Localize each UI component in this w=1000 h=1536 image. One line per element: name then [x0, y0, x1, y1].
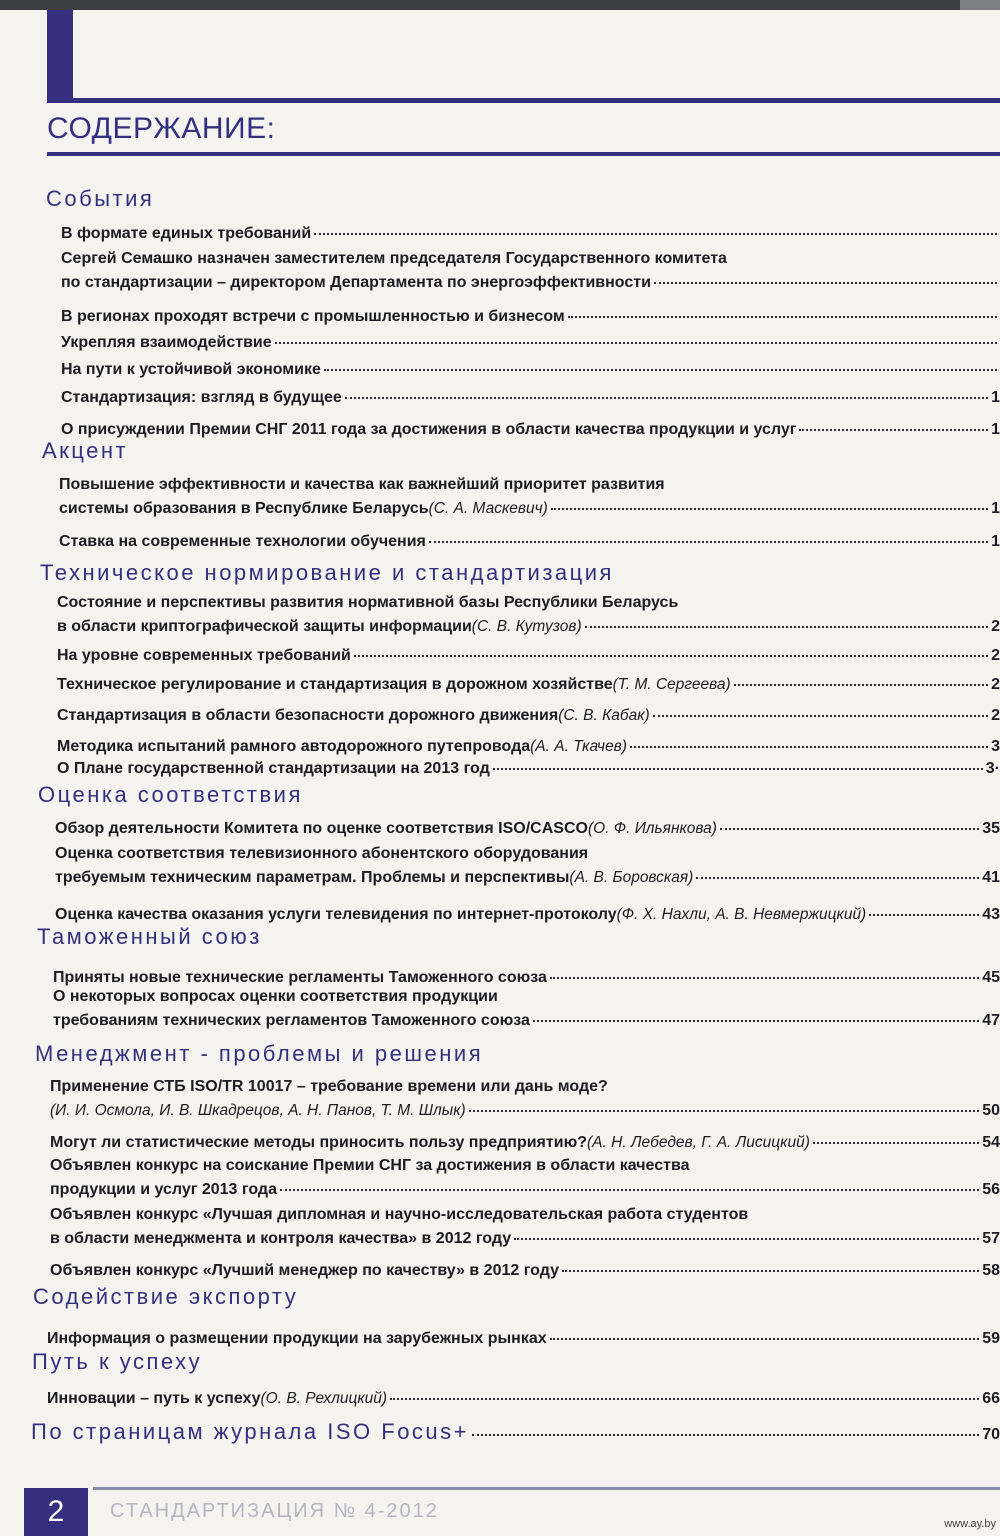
entry-page-number: 59 [982, 1330, 1000, 1347]
entry-line [61, 225, 1000, 243]
dot-leader [275, 341, 997, 344]
entry-line [53, 969, 1000, 987]
dot-leader [469, 1109, 980, 1112]
dot-leader [869, 913, 979, 916]
entry-page-number: 45 [982, 969, 1000, 986]
entry-author: (А. Н. Лебедев, Г. А. Лисицкий) [587, 1134, 810, 1151]
dot-leader [550, 976, 979, 979]
entry-line [50, 1102, 1000, 1120]
dot-leader [653, 714, 988, 717]
entry-page-number: 1 [991, 421, 1000, 438]
entry-title: Могут ли статистические методы приносить пользу предприятию? [50, 1134, 587, 1151]
entry-title: по стандартизации – директором Департамента по энергоэффективности [61, 274, 651, 291]
dot-leader [630, 745, 988, 748]
entry-page-number: 66 [982, 1390, 1000, 1407]
entry-title: На уровне современных требований [57, 647, 351, 664]
entry-page-number: 41 [982, 869, 1000, 886]
entry-title: продукции и услуг 2013 года [50, 1181, 277, 1198]
entry-title: Объявлен конкурс на соискание Премии СНГ за достижения в области качества [50, 1157, 690, 1174]
dot-leader [354, 654, 988, 657]
entry-title: Объявлен конкурс «Лучшая дипломная и научно-исследовательская работа студентов [50, 1206, 749, 1223]
dot-leader [390, 1397, 979, 1400]
entry-title: Инновации – путь к успеху [47, 1390, 261, 1407]
entry-title: О присуждении Премии СНГ 2011 года за достижения в области качества продукции и услуг [61, 421, 797, 438]
section-title: Менеджмент - проблемы и решения [35, 1041, 484, 1066]
entry-line [61, 389, 1000, 407]
entry-title: О некоторых вопросах оценки соответствия продукции [53, 988, 498, 1005]
entry-page-number: 1 [991, 500, 1000, 517]
entry-title: О Плане государственной стандартизации на 2013 год [57, 760, 490, 777]
entry-page-number: 2 [991, 676, 1000, 693]
dot-leader [533, 1019, 979, 1022]
entry-title: Сергей Семашко назначен заместителем председателя Государственного комитета [61, 250, 727, 267]
entry-line [57, 647, 1000, 665]
page-title: СОДЕРЖАНИЕ: [47, 112, 276, 145]
entry-page-number: 2 [991, 707, 1000, 724]
entry-page-number: 54 [982, 1134, 1000, 1151]
entry-page-number: 50 [982, 1102, 1000, 1119]
entry-page-number: 1 [991, 533, 1000, 550]
entry-title: Объявлен конкурс «Лучший менеджер по качеству» в 2012 году [50, 1262, 559, 1279]
entry-title: Оценка качества оказания услуги телевидения по интернет-протоколу [55, 906, 617, 923]
section-title: Оценка соответствия [38, 782, 303, 807]
entry-line [61, 421, 1000, 439]
entry-line [50, 1206, 748, 1224]
entry-page-number: 35 [982, 820, 1000, 837]
entry-line [57, 676, 1000, 694]
entry-line [47, 1390, 1000, 1408]
dot-leader [514, 1237, 979, 1240]
dot-leader [654, 281, 997, 284]
entry-author: (Т. М. Сергеева) [612, 676, 731, 693]
entry-line [50, 1181, 1000, 1199]
entry-author: (Ф. Х. Нахли, А. В. Невмержицкий) [616, 906, 867, 923]
entry-page-number: 57 [982, 1230, 1000, 1247]
dot-leader [324, 368, 997, 371]
entry-title: Оценка соответствия телевизионного абонентского оборудования [55, 845, 589, 862]
entry-title: Методика испытаний рамного автодорожного путепровода [57, 738, 531, 755]
entry-line [59, 500, 1000, 518]
entry-title: Укрепляя взаимодействие [61, 334, 272, 351]
section-title: Акцент [42, 438, 129, 463]
entry-title: в области криптографической защиты информации [57, 618, 472, 635]
entry-author: (С. А. Маскевич) [428, 500, 548, 517]
entry-title: В регионах проходят встречи с промышленностью и бизнесом [61, 308, 565, 325]
entry-line [53, 1012, 1000, 1030]
section-title: Путь к успеху [32, 1349, 203, 1374]
entry-line [61, 274, 1000, 292]
footer-rule [93, 1487, 1000, 1490]
entry-page-number: 1 [991, 389, 1000, 406]
entry-title: Ставка на современные технологии обучения [59, 533, 426, 550]
entry-author: (И. И. Осмола, И. В. Шкадрецов, А. Н. Панов, Т. М. Шлык) [50, 1102, 466, 1119]
dot-leader [280, 1188, 979, 1191]
entry-line [61, 334, 1000, 352]
entry-page-number: 58 [982, 1262, 1000, 1279]
dot-leader [472, 1433, 979, 1436]
entry-author: (С. В. Кабак) [558, 707, 650, 724]
entry-line [50, 1262, 1000, 1280]
entry-title: Повышение эффективности и качества как важнейший приоритет развития [59, 476, 665, 493]
dot-leader [493, 767, 983, 770]
entry-title: в области менеджмента и контроля качества» в 2012 году [50, 1230, 512, 1247]
entry-line [55, 869, 1000, 887]
entry-line [50, 1078, 608, 1096]
entry-page-number: 43 [982, 906, 1000, 923]
entry-line [47, 1330, 1000, 1348]
watermark: www.ay.by [944, 1518, 996, 1530]
section-page-number: 70 [982, 1426, 1000, 1443]
entry-line [57, 760, 1000, 778]
entry-title: требуемым техническим параметрам. Проблемы и перспективы [55, 869, 570, 886]
entry-title: Приняты новые технические регламенты Таможенного союза [53, 969, 547, 986]
dot-leader [429, 540, 988, 543]
entry-line [57, 594, 678, 612]
entry-title: Состояние и перспективы развития нормативной базы Республики Беларусь [57, 594, 679, 611]
dot-leader [799, 428, 988, 431]
section-title: События [46, 186, 155, 211]
entry-title: системы образования в Республике Беларусь [59, 500, 429, 517]
page-number-badge: 2 [24, 1488, 88, 1536]
entry-author: (А. В. Боровская) [569, 869, 694, 886]
entry-line [61, 361, 1000, 379]
entry-line [55, 906, 1000, 924]
section-title: По страницам журнала ISO Focus+ [31, 1419, 470, 1444]
entry-title: В формате единых требований [61, 225, 312, 242]
entry-author: (С. В. Кутузов) [471, 618, 582, 635]
dot-leader [734, 683, 988, 686]
entry-title: Применение СТБ ISO/TR 10017 – требование времени или дань моде? [50, 1078, 608, 1095]
entry-line [50, 1134, 1000, 1152]
entry-title: требованиям технических регламентов Таможенного союза [53, 1012, 530, 1029]
entry-line [57, 707, 1000, 725]
dot-leader [696, 876, 979, 879]
entry-line [57, 738, 1000, 756]
magazine-issue: СТАНДАРТИЗАЦИЯ № 4-2012 [110, 1500, 439, 1522]
dot-leader [568, 315, 997, 318]
entry-page-number: 3· [985, 760, 1000, 777]
entry-line [57, 618, 1000, 636]
entry-author: (А. А. Ткачев) [530, 738, 627, 755]
section-title: Таможенный союз [37, 924, 262, 949]
dot-leader [550, 1337, 980, 1340]
entry-author: (О. В. Рехлицкий) [260, 1390, 388, 1407]
section-title-row [31, 1421, 1000, 1444]
entry-line [61, 308, 1000, 326]
entry-page-number: 2 [991, 618, 1000, 635]
entry-author: (О. Ф. Ильянкова) [587, 820, 717, 837]
dot-leader [345, 396, 988, 399]
entry-title: Информация о размещении продукции на зарубежных рынках [47, 1330, 547, 1347]
entry-line [50, 1230, 1000, 1248]
entry-title: Обзор деятельности Комитета по оценке соответствия ISO/CASCO [55, 820, 588, 837]
entry-line [50, 1157, 690, 1175]
dot-leader [551, 507, 988, 510]
entry-line [59, 533, 1000, 551]
dot-leader [720, 827, 979, 830]
dot-leader [813, 1141, 979, 1144]
entry-line [59, 476, 665, 494]
section-title: Техническое нормирование и стандартизация [40, 560, 614, 585]
entry-page-number: 2 [991, 647, 1000, 664]
dot-leader [585, 625, 988, 628]
entry-page-number: 56 [982, 1181, 1000, 1198]
entry-line [55, 820, 1000, 838]
section-title: Содействие экспорту [33, 1284, 299, 1309]
entry-title: На пути к устойчивой экономике [61, 361, 321, 378]
entry-line [61, 250, 727, 268]
dot-leader [314, 232, 997, 235]
entry-page-number: 47 [982, 1012, 1000, 1029]
entry-title: Техническое регулирование и стандартизация в дорожном хозяйстве [57, 676, 613, 693]
entry-line [55, 845, 588, 863]
entry-title: Стандартизация в области безопасности дорожного движения [57, 707, 559, 724]
dot-leader [562, 1269, 979, 1272]
entry-title: Стандартизация: взгляд в будущее [61, 389, 342, 406]
entry-line [53, 988, 498, 1006]
entry-page-number: 3 [991, 738, 1000, 755]
